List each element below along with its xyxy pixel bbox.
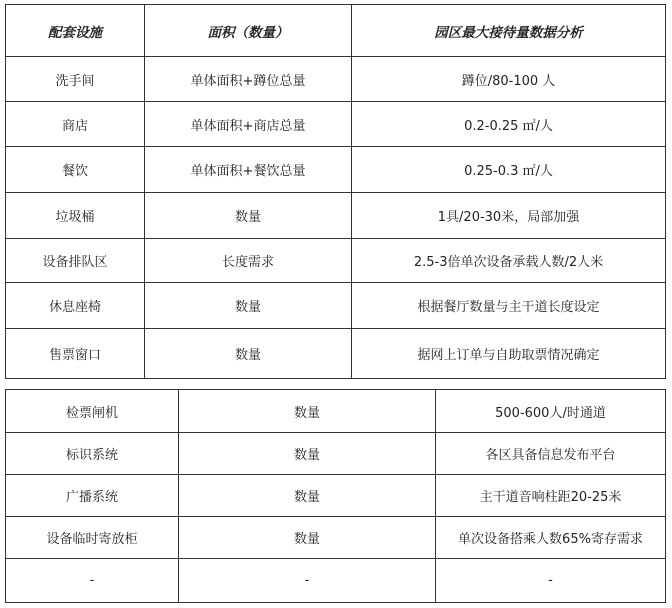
area-quantity: 数量 xyxy=(145,329,352,379)
capacity-analysis: 1具/20-30米，局部加强 xyxy=(352,193,666,239)
capacity-analysis: 0.25-0.3 ㎡/人 xyxy=(352,147,666,193)
area-quantity: 数量 xyxy=(179,475,436,517)
facility-name: 餐饮 xyxy=(6,147,145,193)
facility-name: 商店 xyxy=(6,102,145,147)
facility-name: 标识系统 xyxy=(6,433,179,475)
capacity-analysis: 单次设备搭乘人数65%寄存需求 xyxy=(436,517,666,559)
capacity-analysis: 根据餐厅数量与主干道长度设定 xyxy=(352,283,666,329)
facility-table-secondary xyxy=(5,389,666,603)
area-quantity: 单体面积+蹲位总量 xyxy=(145,57,352,102)
facility-table-main xyxy=(5,4,666,379)
area-quantity: 数量 xyxy=(145,193,352,239)
area-quantity: - xyxy=(179,559,436,603)
header-area-quantity: 面积（数量） xyxy=(145,5,352,57)
facility-name: - xyxy=(6,559,179,603)
facility-name: 售票窗口 xyxy=(6,329,145,379)
table-row xyxy=(6,239,666,283)
area-quantity: 单体面积+餐饮总量 xyxy=(145,147,352,193)
table-row xyxy=(6,57,666,102)
facility-name: 检票闸机 xyxy=(6,390,179,433)
capacity-analysis: 据网上订单与自助取票情况确定 xyxy=(352,329,666,379)
table-row xyxy=(6,329,666,379)
capacity-analysis: - xyxy=(436,559,666,603)
area-quantity: 数量 xyxy=(179,433,436,475)
table-row xyxy=(6,517,666,559)
capacity-analysis: 主干道音响柱距20-25米 xyxy=(436,475,666,517)
header-facility: 配套设施 xyxy=(6,5,145,57)
area-quantity: 单体面积+商店总量 xyxy=(145,102,352,147)
table-row xyxy=(6,283,666,329)
area-quantity: 数量 xyxy=(179,517,436,559)
facility-name: 垃圾桶 xyxy=(6,193,145,239)
area-quantity: 数量 xyxy=(179,390,436,433)
capacity-analysis: 2.5-3倍单次设备承载人数/2人米 xyxy=(352,239,666,283)
table-row xyxy=(6,193,666,239)
facility-name: 设备排队区 xyxy=(6,239,145,283)
facility-name: 休息座椅 xyxy=(6,283,145,329)
capacity-analysis: 0.2-0.25 ㎡/人 xyxy=(352,102,666,147)
area-quantity: 长度需求 xyxy=(145,239,352,283)
table-row xyxy=(6,559,666,603)
capacity-analysis: 蹲位/80-100 人 xyxy=(352,57,666,102)
capacity-analysis: 各区具备信息发布平台 xyxy=(436,433,666,475)
header-capacity-analysis: 园区最大接待量数据分析 xyxy=(352,5,666,57)
table-row xyxy=(6,433,666,475)
facility-name: 设备临时寄放柜 xyxy=(6,517,179,559)
facility-name: 洗手间 xyxy=(6,57,145,102)
capacity-analysis: 500-600人/时通道 xyxy=(436,390,666,433)
table-row xyxy=(6,390,666,433)
table-row xyxy=(6,147,666,193)
table-row xyxy=(6,102,666,147)
table-row xyxy=(6,475,666,517)
table-header-row xyxy=(6,5,666,57)
facility-name: 广播系统 xyxy=(6,475,179,517)
area-quantity: 数量 xyxy=(145,283,352,329)
